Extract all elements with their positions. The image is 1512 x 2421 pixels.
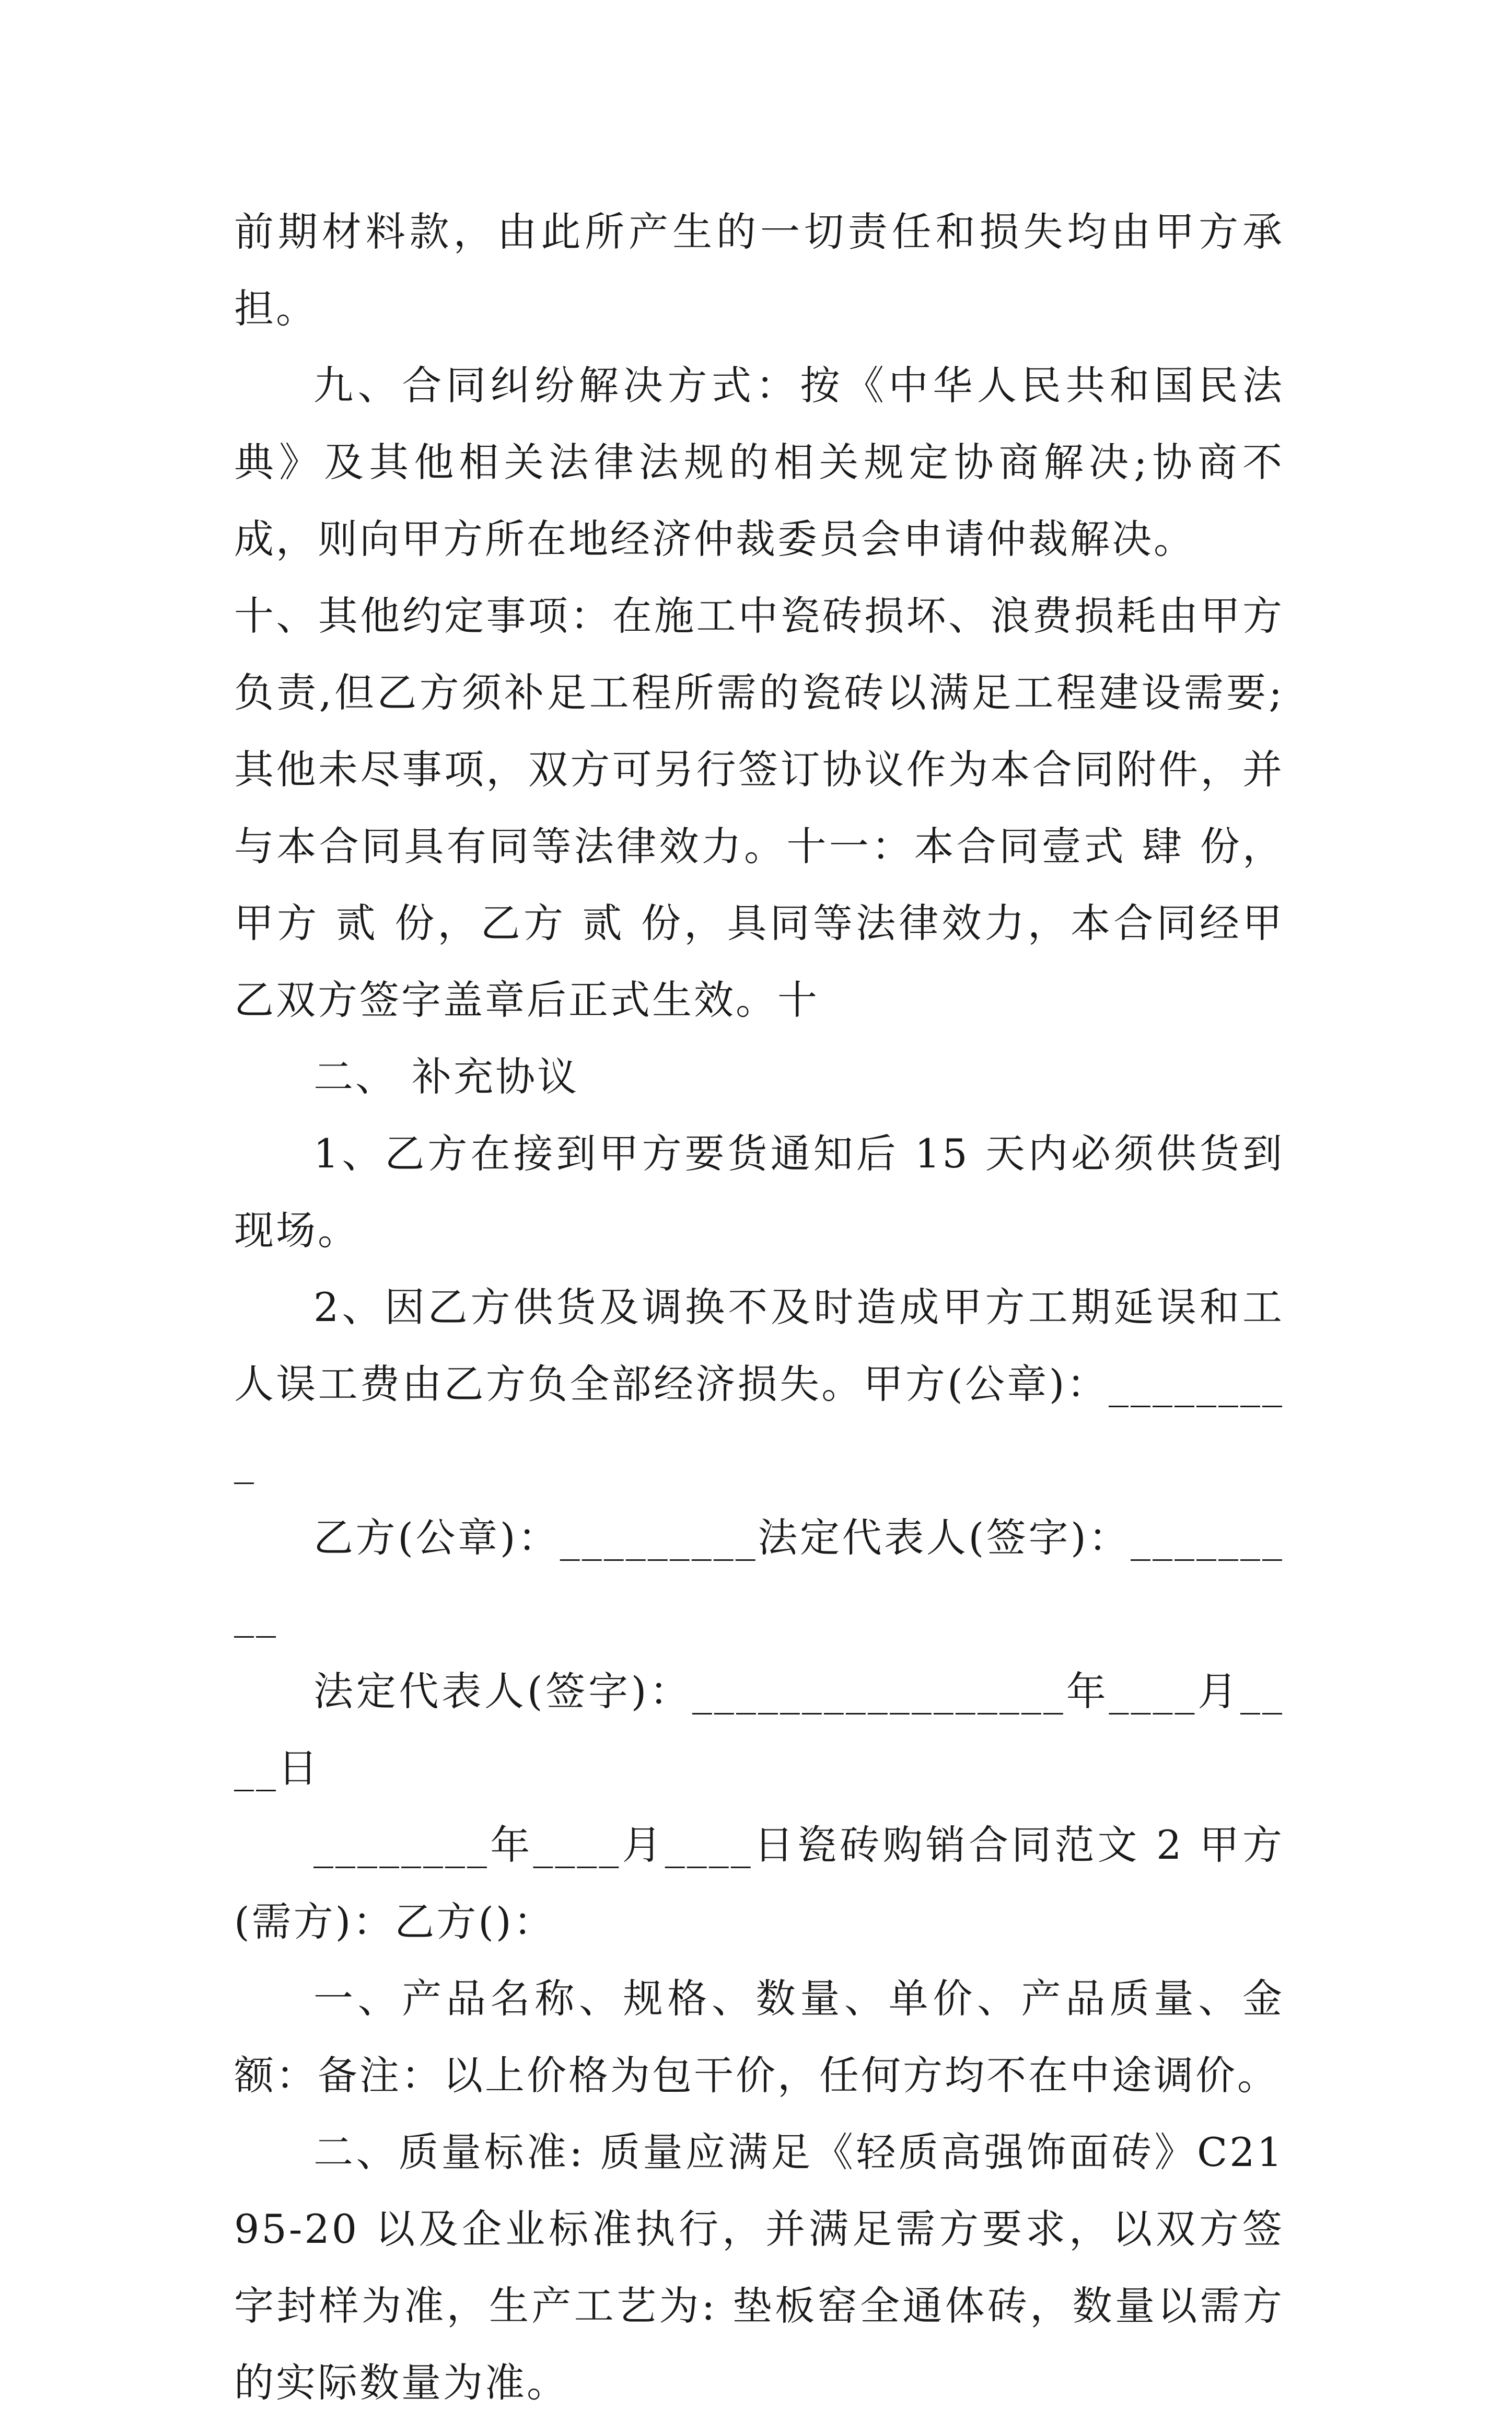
paragraph-product-spec: 一、产品名称、规格、数量、单价、产品质量、金额：备注：以上价格为包干价，任何方均不在中途调价。: [234, 1975, 1284, 2099]
paragraph-supply-deadline: 1、乙方在接到甲方要货通知后 15 天内必须供货到现场。: [234, 1130, 1284, 1254]
paragraph-dispute-resolution: 九、合同纠纷解决方式：按《中华人民共和国民法典》及其他相关法律法规的相关规定协商解决;协商不成，则向甲方所在地经济仲裁委员会申请仲裁解决。: [234, 362, 1284, 562]
document-body: [234, 193, 1284, 2421]
paragraph-material-payment: 前期材料款，由此所产生的一切责任和损失均由甲方承担。: [234, 208, 1284, 332]
paragraph-legal-rep-date: 法定代表人(签字)：_________________年____月____日: [234, 1668, 1284, 1791]
paragraph-party-b-seal: 乙方(公章)：_________法定代表人(签字)：_________: [234, 1514, 1284, 1638]
paragraph-contract-sample-2: ________年____月____日瓷砖购销合同范文 2 甲方(需方)：乙方()：: [234, 1822, 1284, 1945]
paragraph-other-terms: 十、其他约定事项：在施工中瓷砖损坏、浪费损耗由甲方负责,但乙方须补足工程所需的瓷砖以满足工程建设需要;其他未尽事项，双方可另行签订协议作为本合同附件，并与本合同具有同等法律效力。十一：本合同壹式 肆 份，甲方 贰 份，乙方 贰 份，具同等法律效力，本合同经甲乙双方签字盖章后正式生效。十: [234, 593, 1284, 1023]
paragraph-supplementary-heading: 二、 补充协议: [313, 1053, 579, 1100]
paragraph-delay-liability: 2、因乙方供货及调换不及时造成甲方工期延误和工人误工费由乙方负全部经济损失。甲方(公章)：_________: [234, 1284, 1284, 1484]
paragraph-quality-standard: 二、质量标准: 质量应满足《轻质高强饰面砖》C2195-20 以及企业标准执行，并满足需方要求，以双方签字封样为准，生产工艺为: 垫板窑全通体砖，数量以需方的实际数量为准。: [234, 2129, 1284, 2406]
